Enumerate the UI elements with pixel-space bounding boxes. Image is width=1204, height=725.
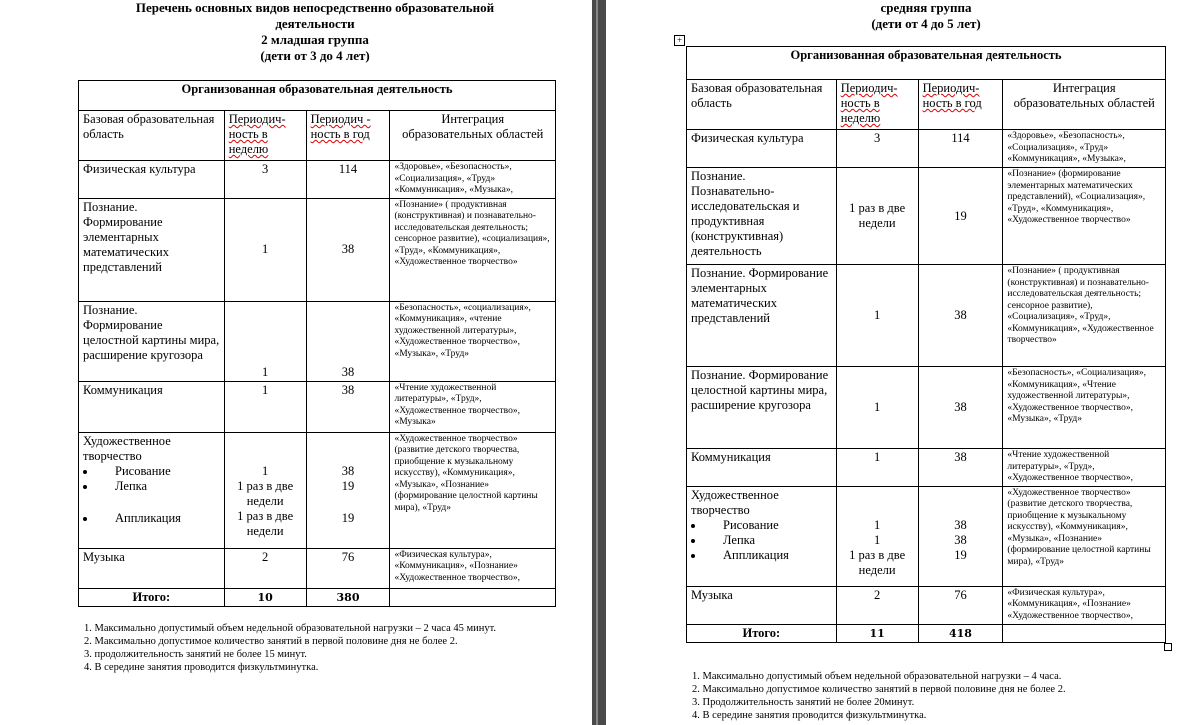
list-item: • Лепка <box>97 479 220 511</box>
year-value: 19 <box>341 478 355 493</box>
list-item: • Аппликация <box>705 548 832 563</box>
year-value: 38 <box>954 532 967 547</box>
column-header-year: Периодич-ность в год <box>918 80 1003 130</box>
year-value: 19 <box>954 547 967 562</box>
total-label: Итого: <box>687 624 837 642</box>
column-header-week: Периодич-ность в неделю <box>836 80 918 130</box>
left-notes <box>84 622 554 674</box>
column-header-week: Периодич-ность в неделю <box>224 111 306 161</box>
area-cell: Коммуникация <box>79 381 225 432</box>
total-label: Итого: <box>79 588 225 606</box>
column-header-year: Периодич - ность в год <box>306 111 390 161</box>
total-week: 10 <box>224 588 306 606</box>
week-value: 1 раз в две недели <box>237 478 294 508</box>
area-cell <box>79 432 225 548</box>
art-activity-list <box>691 518 832 563</box>
total-year: 380 <box>306 588 390 606</box>
note-item: 3. продолжительность занятий не более 15 минут. <box>84 649 307 660</box>
week-value: 1 раз в две недели <box>849 547 906 577</box>
year-cell <box>306 432 390 548</box>
week-cell: 1 <box>836 367 918 449</box>
week-cell: 1 <box>224 198 306 301</box>
total-row <box>687 624 1166 642</box>
table-row <box>79 161 556 199</box>
column-header-area: Базовая образовательная область <box>687 80 837 130</box>
year-cell: 76 <box>306 548 390 588</box>
year-cell: 19 <box>918 168 1003 265</box>
table-row <box>79 381 556 432</box>
week-cell: 1 <box>836 265 918 367</box>
integration-cell: «Чтение художественной литературы», «Труд», «Художественное творчество», «Музыка» <box>390 381 556 432</box>
year-cell: 38 <box>306 198 390 301</box>
total-row <box>79 588 556 606</box>
left-page-title <box>80 0 550 64</box>
table-header: Организованная образовательная деятельность <box>687 47 1166 80</box>
right-page-title <box>686 0 1166 32</box>
integration-cell: «Чтение художественной литературы», «Труд», «Художественное творчество», <box>1003 449 1166 487</box>
list-item: • Рисование <box>97 464 220 479</box>
area-cell: Физическая культура <box>79 161 225 199</box>
area-label: Художественное творчество <box>691 487 779 517</box>
table-row <box>687 168 1166 265</box>
note-item: 2. Максимально допустимое количество занятий в первой половине дня не более 2. <box>84 636 458 647</box>
table-header: Организованная образовательная деятельность <box>79 81 556 111</box>
total-week: 11 <box>836 624 918 642</box>
note-item: 1. Максимально допустимый объем недельной образовательной нагрузки – 4 часа. <box>692 671 1062 682</box>
area-cell: Коммуникация <box>687 449 837 487</box>
title-line: Перечень основных видов непосредственно образовательной <box>135 0 495 15</box>
week-cell: 2 <box>224 548 306 588</box>
year-cell: 114 <box>306 161 390 199</box>
week-cell: 1 <box>224 381 306 432</box>
area-cell: Физическая культура <box>687 130 837 168</box>
integration-cell: «Безопасность», «Социализация», «Коммуникация», «Чтение художественной литературы», «Художественное творчество», «Музыка», «Труд» <box>1003 367 1166 449</box>
note-item: 4. В середине занятия проводится физкультминутка. <box>692 710 927 721</box>
integration-cell: «Познание» ( продуктивная (конструктивная) и познавательно-исследовательская деятельность; сенсорное развитие), «Социализация», «Труд», «Коммуникация», «Художественное творчество» <box>1003 265 1166 367</box>
total-empty-cell <box>390 588 556 606</box>
week-value: 1 <box>262 463 269 478</box>
activity-table-junior[interactable] <box>78 80 556 607</box>
area-cell: Познание. Познавательно-исследовательская и продуктивная (конструктивная) деятельность <box>687 168 837 265</box>
week-value: 1 <box>874 517 881 532</box>
week-cell: 3 <box>224 161 306 199</box>
list-item: • Рисование <box>705 518 832 533</box>
year-value: 38 <box>954 517 967 532</box>
activity-table-middle[interactable] <box>686 46 1166 643</box>
integration-cell: «Здоровье», «Безопасность», «Социализация», «Труд» «Коммуникация», «Музыка», <box>390 161 556 199</box>
week-cell: 1 <box>836 449 918 487</box>
integration-cell: «Художественное творчество» (развитие детского творчества, приобщение к музыкальному искусству), «Коммуникация», «Музыка», «Познание» (формирование целостной картины мира), «Труд» <box>1003 486 1166 586</box>
note-item: 2. Максимально допустимое количество занятий в первой половине дня не более 2. <box>692 684 1066 695</box>
year-value: 19 <box>341 510 355 525</box>
column-header-integration: Интеграция образовательных областей <box>390 111 556 161</box>
list-item: • Аппликация <box>97 511 220 526</box>
note-item: 3. Продолжительность занятий не более 20минут. <box>692 697 915 708</box>
table-resize-handle[interactable] <box>1164 643 1172 651</box>
integration-cell: «Здоровье», «Безопасность», «Социализация», «Труд» «Коммуникация», «Музыка», <box>1003 130 1166 168</box>
area-cell: Познание. Формирование целостной картины мира, расширение кругозора <box>79 301 225 381</box>
integration-cell: «Художественное творчество» (развитие детского творчества, приобщение к музыкальному искусству), «Коммуникация», «Музыка», «Познание» (формирование целостной картины мира), «Труд» <box>390 432 556 548</box>
year-cell: 38 <box>918 449 1003 487</box>
week-cell <box>836 486 918 586</box>
note-item: 4. В середине занятия проводится физкультминутка. <box>84 662 319 673</box>
year-cell: 38 <box>918 367 1003 449</box>
week-value: 1 <box>874 532 881 547</box>
list-item: • Лепка <box>705 533 832 548</box>
integration-cell: «Физическая культура», «Коммуникация», «Познание» «Художественное творчество», <box>1003 586 1166 624</box>
title-line: 2 младшая группа <box>261 32 369 47</box>
integration-cell: «Познание» ( продуктивная (конструктивная) и познавательно-исследовательская деятельность; сенсорное развитие), «социализация», «Труд», «Коммуникация», «Художественное творчество» <box>390 198 556 301</box>
area-cell: Музыка <box>687 586 837 624</box>
year-cell: 38 <box>306 381 390 432</box>
week-cell: 1 <box>224 301 306 381</box>
column-header-area: Базовая образовательная область <box>79 111 225 161</box>
title-line: (дети от 4 до 5 лет) <box>871 16 981 31</box>
year-cell: 38 <box>918 265 1003 367</box>
area-cell: Познание. Формирование элементарных математических представлений <box>79 198 225 301</box>
integration-cell: «Безопасность», «социализация», «Коммуникация», «чтение художественной литературы», «Художественное творчество», «Музыка», «Труд» <box>390 301 556 381</box>
integration-cell: «Физическая культура», «Коммуникация», «Познание» «Художественное творчество», <box>390 548 556 588</box>
art-activity-list <box>83 464 220 526</box>
table-row <box>687 130 1166 168</box>
page-divider <box>592 0 606 725</box>
area-label: Художественное творчество <box>83 433 171 463</box>
week-cell <box>224 432 306 548</box>
year-cell: 76 <box>918 586 1003 624</box>
week-value: 1 раз в две недели <box>237 508 294 538</box>
note-item: 1. Максимально допустимый объем недельной образовательной нагрузки – 2 часа 45 минут. <box>84 623 497 634</box>
table-row <box>79 301 556 381</box>
column-header-integration: Интеграция образовательных областей <box>1003 80 1166 130</box>
title-line: средняя группа <box>880 0 972 15</box>
week-cell: 2 <box>836 586 918 624</box>
area-cell <box>687 486 837 586</box>
area-cell: Музыка <box>79 548 225 588</box>
table-row <box>687 367 1166 449</box>
year-cell: 114 <box>918 130 1003 168</box>
table-row <box>79 198 556 301</box>
title-line: (дети от 3 до 4 лет) <box>260 48 370 63</box>
area-cell: Познание. Формирование элементарных математических представлений <box>687 265 837 367</box>
table-move-handle-icon[interactable]: + <box>674 35 685 46</box>
year-cell: 38 <box>306 301 390 381</box>
area-cell: Познание. Формирование целостной картины мира, расширение кругозора <box>687 367 837 449</box>
table-row <box>79 432 556 548</box>
total-empty-cell <box>1003 624 1166 642</box>
year-value: 38 <box>341 463 355 478</box>
table-row <box>687 449 1166 487</box>
right-notes <box>692 670 1162 722</box>
week-cell: 3 <box>836 130 918 168</box>
integration-cell: «Познание» (формирование элементарных математических представлений), «Социализация», «Труд», «Коммуникация», «Художественное творчество» <box>1003 168 1166 265</box>
year-cell <box>918 486 1003 586</box>
table-row <box>79 548 556 588</box>
total-year: 418 <box>918 624 1003 642</box>
table-row <box>687 265 1166 367</box>
title-line: деятельности <box>275 16 355 31</box>
week-cell: 1 раз в две недели <box>836 168 918 265</box>
table-row <box>687 586 1166 624</box>
table-row <box>687 486 1166 586</box>
